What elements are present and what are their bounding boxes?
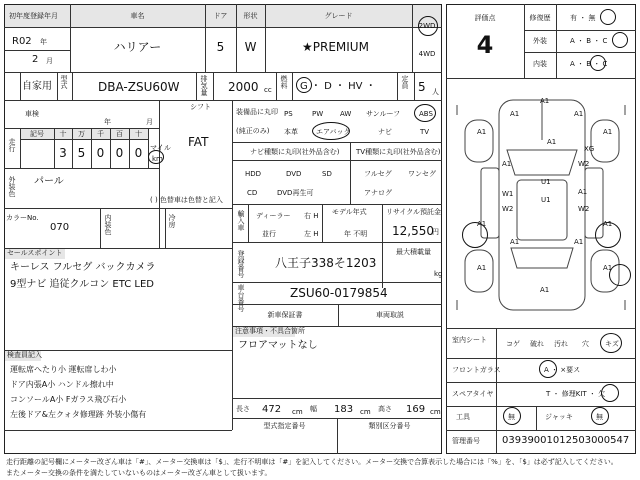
grade: ★PREMIUM	[302, 40, 369, 54]
damage-mark: A1	[574, 110, 584, 118]
footer-note-1: 走行距離の記号欄にメーター改ざん車は「#」、メーター交換車は「$」、走行不明車は「#」を記入してください。メーター交換で合算表示した場合には「%」を、「$」は必ず記入してください。	[6, 458, 618, 466]
damage-mark: A1	[540, 286, 550, 294]
equip-abs: ABS	[419, 110, 433, 118]
abs-circle	[414, 104, 436, 122]
exterior-c-circle	[612, 32, 628, 48]
damage-mark: A1	[477, 220, 487, 228]
mileage-digit: 3	[59, 146, 67, 160]
km-circle	[148, 150, 164, 164]
car-name-label: 車名	[130, 12, 145, 20]
seat-scratch-circle	[600, 333, 622, 353]
damage-mark: A1	[510, 238, 520, 246]
inspector-line: 運転席へたり小 運転席しわ小	[10, 365, 117, 374]
capacity: 5	[418, 80, 426, 94]
damage-mark: U1	[541, 178, 551, 186]
fglass-a-circle	[539, 360, 557, 378]
exterior-grade: A ・ B ・ C	[570, 37, 608, 45]
equip-ps: PS	[284, 110, 293, 118]
damage-mark: A1	[502, 160, 512, 168]
tools-none-circle	[503, 407, 521, 425]
damage-mark: A1	[510, 110, 520, 118]
damage-mark: A1	[574, 238, 584, 246]
damage-mark: A1	[578, 188, 588, 196]
sales-point-1: キーレス フルセグ バックカメラ	[10, 262, 156, 273]
equip-navi: ナビ	[378, 128, 392, 136]
shape: W	[244, 40, 257, 54]
repair-history: 有 ・ 無	[570, 14, 596, 22]
drive-2wd-circle	[418, 16, 438, 36]
damage-mark: W2	[578, 205, 590, 213]
displacement: 2000	[228, 80, 259, 94]
interior-grade: A ・ B ・ C	[570, 60, 608, 68]
chassis-number: ZSU60-0179854	[290, 286, 388, 300]
equip-aw: AW	[340, 110, 352, 118]
reg-year: R02	[12, 36, 32, 47]
shift: FAT	[188, 135, 209, 149]
mileage-digit: 0	[96, 146, 105, 160]
sales-point-2: 9型ナビ 追従クルコン ETC LED	[10, 279, 155, 290]
fuel: G ・ D ・ HV ・	[300, 81, 376, 92]
mileage-digit: 0	[115, 146, 124, 160]
damage-mark: W2	[502, 205, 514, 213]
length: 472	[262, 404, 282, 415]
damage-mark: A1	[603, 264, 613, 272]
equip-sunroof: サンルーフ	[366, 110, 401, 118]
damage-mark: A1	[547, 138, 557, 146]
doors: 5	[216, 40, 225, 54]
damage-mark: W2	[578, 160, 590, 168]
management-number: 03939001012503000547	[502, 435, 630, 446]
plate-number: 八王子338そ1203	[275, 256, 377, 270]
damage-circle	[462, 222, 488, 248]
mileage-digit: 5	[77, 146, 86, 160]
repair-none-circle	[600, 9, 616, 25]
footer-note-2: またメーター交換の条件を満たしていないものはメーター改ざん車として扱います。	[6, 469, 272, 477]
spare-missing-circle	[601, 384, 619, 402]
equip-leather: 本革	[284, 128, 298, 136]
damage-mark: U1	[541, 196, 551, 204]
reg-year-label: 初年度登録年月	[9, 12, 58, 20]
color-no: 070	[50, 222, 70, 233]
drive-2wd: 2WD	[418, 22, 436, 30]
score-value: 4	[476, 31, 494, 59]
damage-mark: A1	[477, 128, 487, 136]
car-name: ハリアー	[113, 40, 162, 54]
reg-month: 2	[32, 54, 39, 65]
inspector-line: 左後ドア&左クォタ修理跡 外装小傷有	[10, 410, 147, 419]
damage-mark: A1	[540, 97, 550, 105]
notes-text: フロアマットなし	[238, 340, 318, 351]
use-type: 自家用	[22, 81, 52, 92]
damage-mark: W1	[502, 190, 514, 198]
equip-airbag: エアバック	[316, 128, 351, 136]
recycle-value: 12,550	[392, 224, 434, 238]
equip-tv: TV	[420, 128, 430, 136]
damage-mark: A1	[477, 264, 487, 272]
airbag-circle	[312, 122, 350, 140]
mileage-digit: 0	[134, 146, 143, 160]
height: 169	[406, 404, 426, 415]
inspector-line: コンソールA小 Fガラス飛び石小	[10, 395, 127, 404]
exterior-color: パール	[34, 176, 64, 187]
damage-mark: A1	[603, 220, 613, 228]
damage-circle	[595, 222, 621, 248]
inspector-line: ドア内張A小 ハンドル擦れ中	[10, 380, 114, 389]
windshield-mark: XG	[584, 145, 595, 153]
fuel-g-circle	[296, 77, 312, 93]
jack-none-circle	[591, 407, 609, 425]
damage-mark: A1	[603, 128, 613, 136]
model-code: DBA-ZSU60W	[98, 80, 180, 94]
damage-circle	[609, 264, 631, 286]
width: 183	[334, 404, 354, 415]
equip-pw: PW	[312, 110, 324, 118]
interior-b-circle	[590, 55, 606, 71]
